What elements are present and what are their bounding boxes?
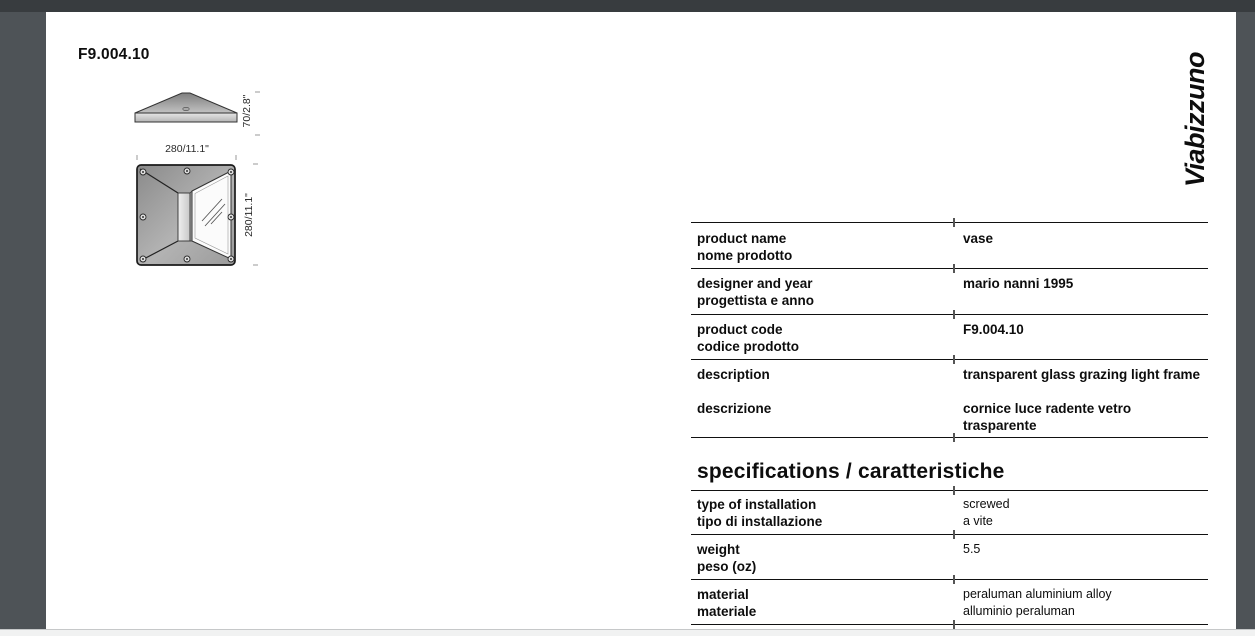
column-divider-tick — [953, 620, 955, 629]
viewer-bottom-bar — [0, 629, 1255, 636]
label-en: product code — [697, 322, 783, 337]
value-it: a vite — [963, 514, 993, 528]
value-en: screwed — [963, 497, 1010, 511]
row-label-product-name — [697, 230, 947, 264]
screw — [228, 256, 234, 262]
table-rule — [691, 359, 1208, 360]
table-rule — [691, 222, 1208, 223]
front-view — [137, 165, 235, 265]
technical-drawing — [110, 81, 285, 286]
column-divider-tick — [953, 310, 955, 319]
table-rule — [691, 268, 1208, 269]
value-it: alluminio peraluman — [963, 604, 1075, 618]
product-details-table — [691, 222, 1208, 626]
column-divider-tick — [953, 530, 955, 539]
row-value-designer: mario nanni 1995 — [963, 276, 1074, 291]
label-it: nome prodotto — [697, 248, 793, 263]
column-divider-tick — [953, 486, 955, 495]
value-en: 5.5 — [963, 542, 981, 556]
column-divider-tick — [953, 218, 955, 227]
screw — [184, 256, 190, 262]
table-rule — [691, 579, 1208, 580]
page-title-product-code: F9.004.10 — [78, 46, 150, 63]
row-label-designer — [697, 275, 947, 309]
window-top-bar — [0, 0, 1255, 12]
screw — [184, 168, 190, 174]
row-value-product-code: F9.004.10 — [963, 322, 1024, 337]
row-label-description-it: descrizione — [697, 401, 772, 416]
dimension-width-label: 280/11.1" — [165, 143, 209, 155]
row-label-weight — [697, 541, 947, 575]
brand-logo-viabizzuno: Viabizzuno — [1180, 52, 1210, 187]
row-label-product-code — [697, 321, 947, 355]
center-bar — [178, 193, 190, 241]
label-en: weight — [697, 542, 740, 557]
table-rule — [691, 437, 1208, 438]
dimension-height-label: 70/2.8" — [241, 94, 253, 128]
row-value-description-it: cornice luce radente vetro trasparente — [963, 401, 1132, 433]
column-divider-tick — [953, 355, 955, 364]
table-rule — [691, 534, 1208, 535]
row-value-description-en: transparent glass grazing light frame — [963, 367, 1201, 382]
label-en: material — [697, 587, 749, 602]
specifications-heading: specifications / caratteristiche — [697, 460, 1005, 483]
screw — [228, 169, 234, 175]
side-view — [135, 93, 237, 122]
table-rule — [691, 624, 1208, 625]
label-it: codice prodotto — [697, 339, 799, 354]
screw — [140, 256, 146, 262]
column-divider-tick — [953, 433, 955, 442]
row-label-installation — [697, 496, 947, 530]
dimension-side-label: 280/11.1" — [243, 193, 255, 237]
screw — [140, 169, 146, 175]
value-en: peraluman aluminium alloy — [963, 587, 1112, 601]
row-value-product-name: vase — [963, 231, 994, 246]
screw — [228, 214, 234, 220]
screw-hole-top — [183, 107, 189, 110]
screw — [140, 214, 146, 220]
dimension-side — [243, 164, 258, 265]
label-en: type of installation — [697, 497, 817, 512]
document-page — [46, 12, 1236, 630]
label-it: materiale — [697, 604, 757, 619]
table-rule — [691, 490, 1208, 491]
label-it: peso (oz) — [697, 559, 757, 574]
column-divider-tick — [953, 264, 955, 273]
row-value-weight — [963, 541, 1205, 558]
column-divider-tick — [953, 575, 955, 584]
label-en: product name — [697, 231, 787, 246]
table-rule — [691, 314, 1208, 315]
label-it: tipo di installazione — [697, 514, 823, 529]
dimension-height — [241, 92, 260, 135]
label-en: designer and year — [697, 276, 813, 291]
label-it: progettista e anno — [697, 293, 815, 308]
row-label-material — [697, 586, 947, 620]
row-label-description-en: description — [697, 367, 770, 382]
row-value-installation — [963, 496, 1205, 530]
dimension-width — [137, 143, 236, 160]
row-value-material — [963, 586, 1205, 620]
